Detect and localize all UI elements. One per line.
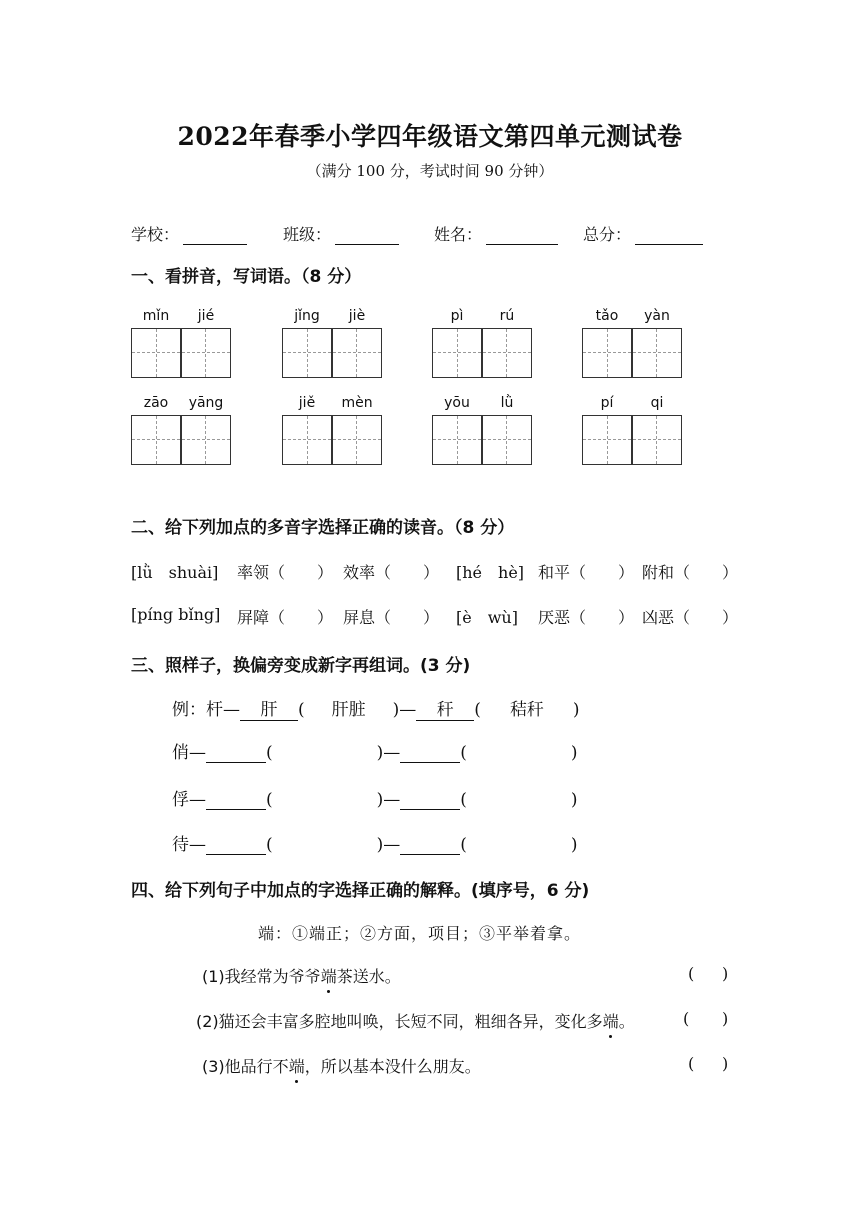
polyphone-set-3: [píng bǐng] [131, 605, 221, 624]
pinyin-label: tǎo [595, 308, 619, 324]
dotted-char: 端 [603, 1009, 619, 1032]
pinyin-label: rú [499, 308, 515, 324]
pinyin-label: pí [600, 395, 614, 411]
source-char: 俏 [172, 743, 189, 763]
section3-heading: 三、照样子，换偏旁变成新字再组词。(3 分) [131, 656, 471, 676]
pinyin-label: yāng [188, 395, 224, 411]
tianzige-box[interactable] [131, 328, 231, 378]
radical-row: 俘— ( )— ( ) [172, 790, 578, 810]
answer-paren-close: ) [722, 964, 729, 983]
tianzige-box[interactable] [432, 415, 532, 465]
school-field[interactable]: 学校： [131, 222, 247, 245]
section1-heading: 一、看拼音，写词语。（8 分） [131, 267, 362, 287]
polyphone-word[interactable]: 附和（ ） [642, 563, 739, 582]
polyphone-word[interactable]: 屏障（ ） [237, 608, 334, 627]
polyphone-word[interactable]: 效率（ ） [343, 563, 440, 582]
page-subtitle: （满分 100 分，考试时间 90 分钟） [306, 162, 554, 180]
definition-line: 端：①端正；②方面，项目；③平举着拿。 [258, 924, 582, 943]
polyphone-set-1: [lǜ shuài] [131, 563, 219, 582]
pinyin-word-group [432, 308, 532, 380]
radical-row: 俏— ( )— ( ) [172, 743, 578, 763]
source-char: 俘 [172, 790, 189, 810]
sentence-item: (3)他品行不端，所以基本没什么朋友。 [202, 1054, 481, 1077]
dotted-char: 端 [321, 964, 337, 987]
new-char-blank[interactable] [206, 836, 266, 855]
pinyin-label: mǐn [142, 308, 170, 324]
pinyin-label: jié [197, 308, 215, 324]
section4-heading: 四、给下列句子中加点的字选择正确的解释。(填序号，6 分) [131, 881, 590, 901]
new-char-blank[interactable] [400, 836, 460, 855]
source-char: 待 [172, 835, 189, 855]
pinyin-label: pì [450, 308, 464, 324]
pinyin-word-group [432, 395, 532, 467]
radical-row: 待— ( )— ( ) [172, 835, 578, 855]
pinyin-word-group [131, 308, 231, 380]
polyphone-set-2: [hé hè] [456, 563, 525, 582]
answer-paren-close: ) [722, 1054, 729, 1073]
pinyin-label: yàn [644, 308, 670, 324]
sentence-item: (2)猫还会丰富多腔地叫唤，长短不同，粗细各异，变化多端。 [196, 1009, 635, 1032]
pinyin-label: jiè [348, 308, 366, 324]
example-new-char-2: 秆 [416, 695, 474, 721]
new-char-blank[interactable] [206, 744, 266, 763]
example-word-1: 肝脏 [331, 700, 366, 720]
polyphone-word[interactable]: 厌恶（ ） [538, 608, 635, 627]
pinyin-label: lǜ [500, 395, 514, 411]
new-char-blank[interactable] [400, 791, 460, 810]
pinyin-word-group [282, 308, 382, 380]
answer-paren-close: ) [722, 1009, 729, 1028]
polyphone-set-4: [è wù] [456, 608, 518, 627]
page-title: 2022年春季小学四年级语文第四单元测试卷 [177, 122, 683, 151]
answer-paren-open[interactable]: ( [688, 964, 695, 983]
pinyin-label: qi [650, 395, 664, 411]
answer-paren-open[interactable]: ( [688, 1054, 695, 1073]
polyphone-word[interactable]: 屏息（ ） [343, 608, 440, 627]
new-char-blank[interactable] [400, 744, 460, 763]
polyphone-word[interactable]: 和平（ ） [538, 563, 635, 582]
name-field[interactable]: 姓名： [434, 222, 558, 245]
pinyin-word-group [131, 395, 231, 467]
tianzige-box[interactable] [432, 328, 532, 378]
answer-paren-open[interactable]: ( [683, 1009, 690, 1028]
pinyin-word-group [282, 395, 382, 467]
pinyin-label: yōu [444, 395, 470, 411]
pinyin-word-group [582, 308, 682, 380]
tianzige-box[interactable] [282, 415, 382, 465]
pinyin-word-group [582, 395, 682, 467]
tianzige-box[interactable] [582, 415, 682, 465]
dotted-char: 端 [289, 1054, 305, 1077]
polyphone-word[interactable]: 率领（ ） [237, 563, 334, 582]
polyphone-word[interactable]: 凶恶（ ） [642, 608, 739, 627]
pinyin-label: mèn [341, 395, 373, 411]
pinyin-label: zāo [143, 395, 169, 411]
tianzige-box[interactable] [582, 328, 682, 378]
class-field[interactable]: 班级： [283, 222, 399, 245]
example-new-char-1: 肝 [240, 695, 298, 721]
tianzige-box[interactable] [131, 415, 231, 465]
sentence-item: (1)我经常为爷爷端茶送水。 [202, 964, 401, 987]
tianzige-box[interactable] [282, 328, 382, 378]
example-word-2: 秸秆 [509, 700, 544, 720]
example-row: 例：杆— 肝 ( 肝脏 )— 秆 ( 秸秆 ) [172, 695, 580, 721]
new-char-blank[interactable] [206, 791, 266, 810]
pinyin-label: jǐng [294, 308, 320, 324]
section2-heading: 二、给下列加点的多音字选择正确的读音。（8 分） [131, 518, 515, 538]
pinyin-label: jiě [298, 395, 316, 411]
total-score-field[interactable]: 总分： [583, 222, 703, 245]
